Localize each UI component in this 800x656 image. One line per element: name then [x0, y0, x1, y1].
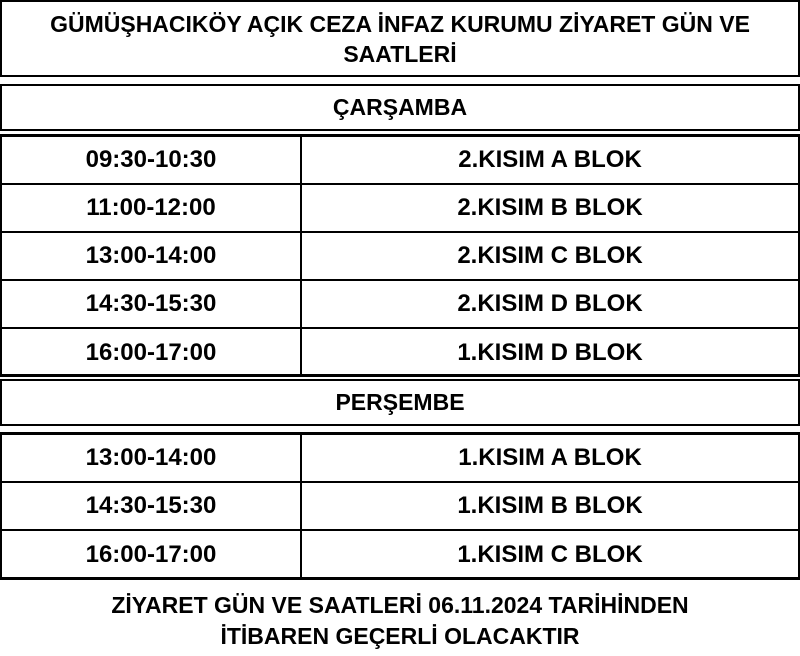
time-cell: 14:30-15:30: [2, 281, 302, 327]
table-row: [2, 435, 798, 483]
day-header-wednesday: [0, 84, 800, 131]
page-title: [0, 0, 800, 77]
block-cell: 2.KISIM C BLOK: [457, 242, 643, 269]
validity-notice: [0, 586, 800, 656]
schedule-table-thursday: [0, 432, 800, 580]
schedule-table-wednesday: [0, 134, 800, 377]
validity-notice-line2: İTİBAREN GEÇERLİ OLACAKTIR: [220, 623, 580, 649]
time-cell: 13:00-14:00: [2, 233, 302, 279]
block-cell: 1.KISIM B BLOK: [457, 492, 643, 519]
time-cell: 16:00-17:00: [2, 329, 302, 377]
block-cell: 2.KISIM A BLOK: [458, 146, 642, 173]
day-name: PERŞEMBE: [335, 389, 465, 415]
block-cell: 2.KISIM B BLOK: [457, 194, 643, 221]
block-cell: 1.KISIM C BLOK: [457, 541, 643, 568]
table-row: [2, 531, 798, 579]
table-row: [2, 233, 798, 281]
table-row: [2, 483, 798, 531]
table-row: [2, 329, 798, 377]
day-name: ÇARŞAMBA: [332, 94, 468, 120]
block-cell: 1.KISIM D BLOK: [457, 339, 643, 366]
time-cell: 11:00-12:00: [2, 185, 302, 231]
validity-notice-line1: ZİYARET GÜN VE SAATLERİ 06.11.2024 TARİHİNDEN: [111, 592, 689, 618]
block-cell: 1.KISIM A BLOK: [458, 444, 642, 471]
day-header-thursday: [0, 379, 800, 426]
table-row: [2, 137, 798, 185]
table-row: [2, 185, 798, 233]
page-title-text: GÜMÜŞHACIKÖY AÇIK CEZA İNFAZ KURUMU ZİYARET GÜN VE SAATLERİ: [50, 10, 750, 67]
time-cell: 13:00-14:00: [2, 435, 302, 481]
table-row: [2, 281, 798, 329]
time-cell: 16:00-17:00: [2, 531, 302, 579]
time-cell: 09:30-10:30: [2, 137, 302, 183]
block-cell: 2.KISIM D BLOK: [457, 290, 643, 317]
time-cell: 14:30-15:30: [2, 483, 302, 529]
